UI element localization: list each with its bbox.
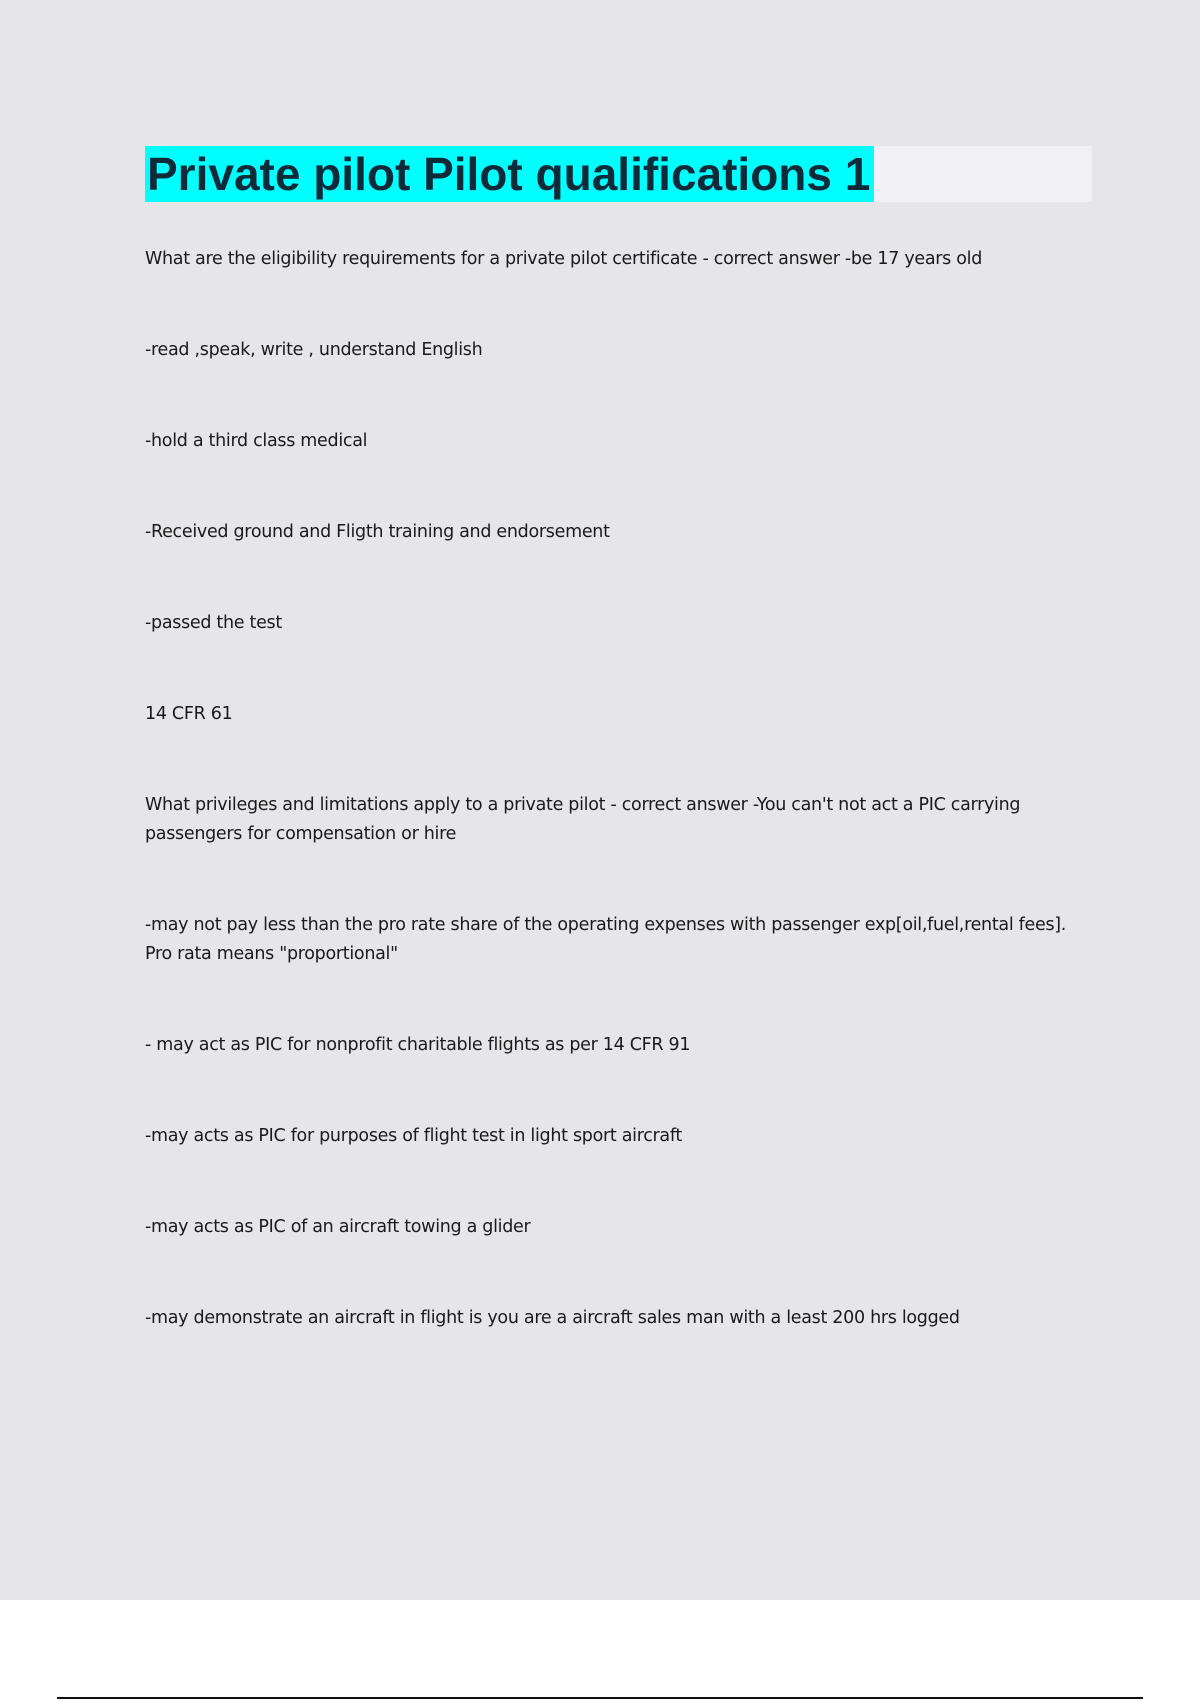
answer-1-reference: 14 CFR 61 xyxy=(145,704,233,724)
question-2-text: What privileges and limitations apply to a private pilot - correct answer -You can't not act a PIC carrying passengers for compensation or hire xyxy=(145,795,1021,844)
footer-divider xyxy=(57,1697,1143,1699)
answer-2-item-4: -may acts as PIC of an aircraft towing a glider xyxy=(145,1217,531,1237)
answer-1-item-2: -hold a third class medical xyxy=(145,431,368,451)
page-title: Private pilot Pilot qualifications 1 xyxy=(145,146,874,202)
title-band xyxy=(145,146,1092,202)
answer-2-item-1: -may not pay less than the pro rate share of the operating expenses with passenger exp[oil,fuel,rental fees]. Pro rata means "proportional" xyxy=(145,915,1067,964)
answer-2-item-5: -may demonstrate an aircraft in flight is you are a aircraft sales man with a least 200 hrs logged xyxy=(145,1308,960,1328)
answer-2-item-3: -may acts as PIC for purposes of flight test in light sport aircraft xyxy=(145,1126,682,1146)
answer-1-item-3: -Received ground and Fligth training and endorsement xyxy=(145,522,610,542)
answer-2-item-2: - may act as PIC for nonprofit charitable flights as per 14 CFR 91 xyxy=(145,1035,691,1055)
answer-1-item-1: -read ,speak, write , understand English xyxy=(145,340,483,360)
answer-1-item-4: -passed the test xyxy=(145,613,282,633)
question-1-text: What are the eligibility requirements for a private pilot certificate - correct answer -be 17 years old xyxy=(145,249,983,269)
